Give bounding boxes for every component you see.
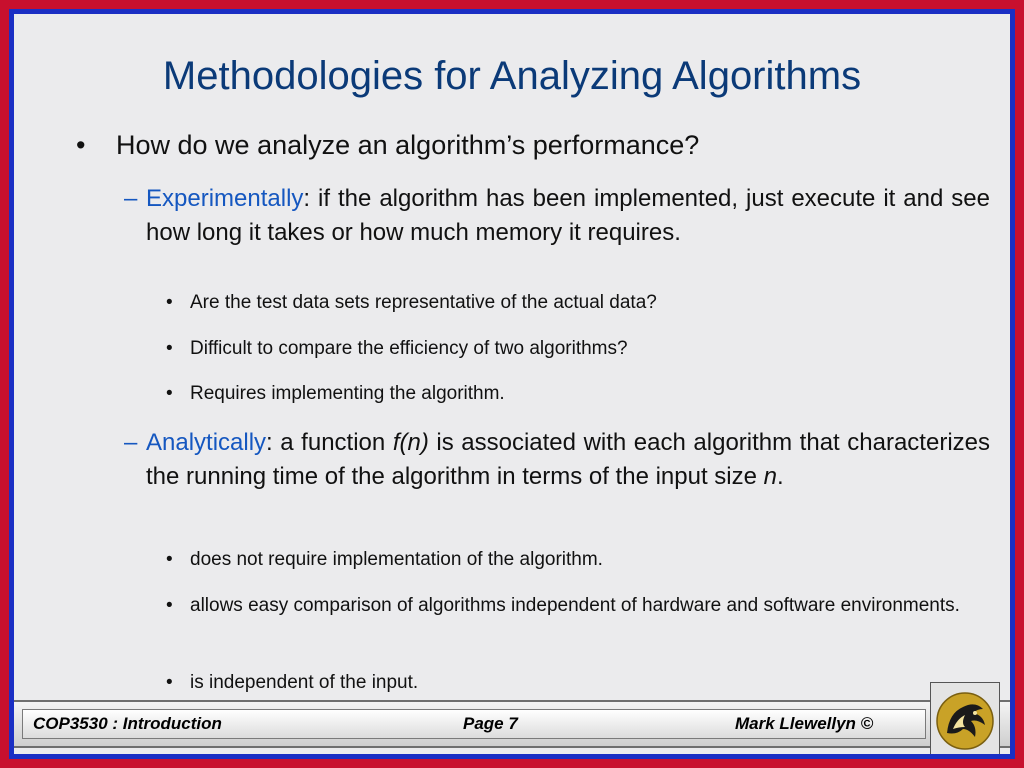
dash-icon: – [124, 429, 138, 456]
analytical-point [166, 592, 990, 620]
analytical-text-middle: is associated with each algorithm that characterizes the running time of the algorithm in terms of the input size [146, 429, 990, 490]
bullet-icon: • [166, 549, 173, 570]
experimental-point [166, 289, 990, 317]
experimental-item [124, 182, 990, 250]
analytical-text-before: : a function [266, 429, 393, 456]
slide [14, 14, 1010, 754]
footer-author: Mark Llewellyn © [735, 714, 874, 733]
analytical-point-text: is independent of the input. [190, 672, 419, 693]
analytical-point-text: allows easy comparison of algorithms independent of hardware and software environments. [190, 595, 960, 616]
bullet-icon: • [166, 338, 173, 359]
logo-box [930, 682, 1000, 754]
experimental-point [166, 380, 990, 408]
experimental-point-text: Are the test data sets representative of the actual data? [190, 292, 657, 313]
experimental-point-text: Requires implementing the algorithm. [190, 383, 505, 404]
bullet-icon: • [166, 672, 173, 693]
footer-course: COP3530 : Introduction [33, 714, 222, 733]
pegasus-logo-icon [931, 683, 999, 754]
bullet-icon: • [166, 595, 173, 616]
bullet-icon: • [166, 292, 173, 313]
footer-panel [22, 709, 926, 739]
analytical-term: Analytically [146, 429, 267, 456]
function-name: f(n) [392, 429, 429, 456]
analytical-point-text: does not require implementation of the algorithm. [190, 549, 603, 570]
input-variable: n [763, 463, 778, 490]
slide-title: Methodologies for Analyzing Algorithms [162, 54, 862, 98]
footer-bar [14, 700, 1010, 748]
bullet-icon: • [166, 383, 173, 404]
experimental-point [166, 335, 990, 363]
main-bullet-text: How do we analyze an algorithm’s performance? [116, 130, 700, 160]
analytical-text-end: . [777, 463, 784, 490]
experimental-term: Experimentally [146, 185, 304, 212]
dash-icon: – [124, 185, 138, 212]
analytical-text [146, 426, 990, 494]
experimental-description: : if the algorithm has been implemented, just execute it and see how long it takes or how much memory it requires. [146, 185, 990, 246]
analytical-point [166, 546, 990, 574]
analytical-item [124, 426, 990, 494]
experimental-point-text: Difficult to compare the efficiency of two algorithms? [190, 338, 628, 359]
analytical-point [166, 669, 990, 697]
experimental-text [146, 182, 990, 250]
footer-page-number: Page 7 [463, 714, 518, 733]
bullet-icon: • [76, 130, 86, 160]
slide-content [14, 14, 1010, 714]
